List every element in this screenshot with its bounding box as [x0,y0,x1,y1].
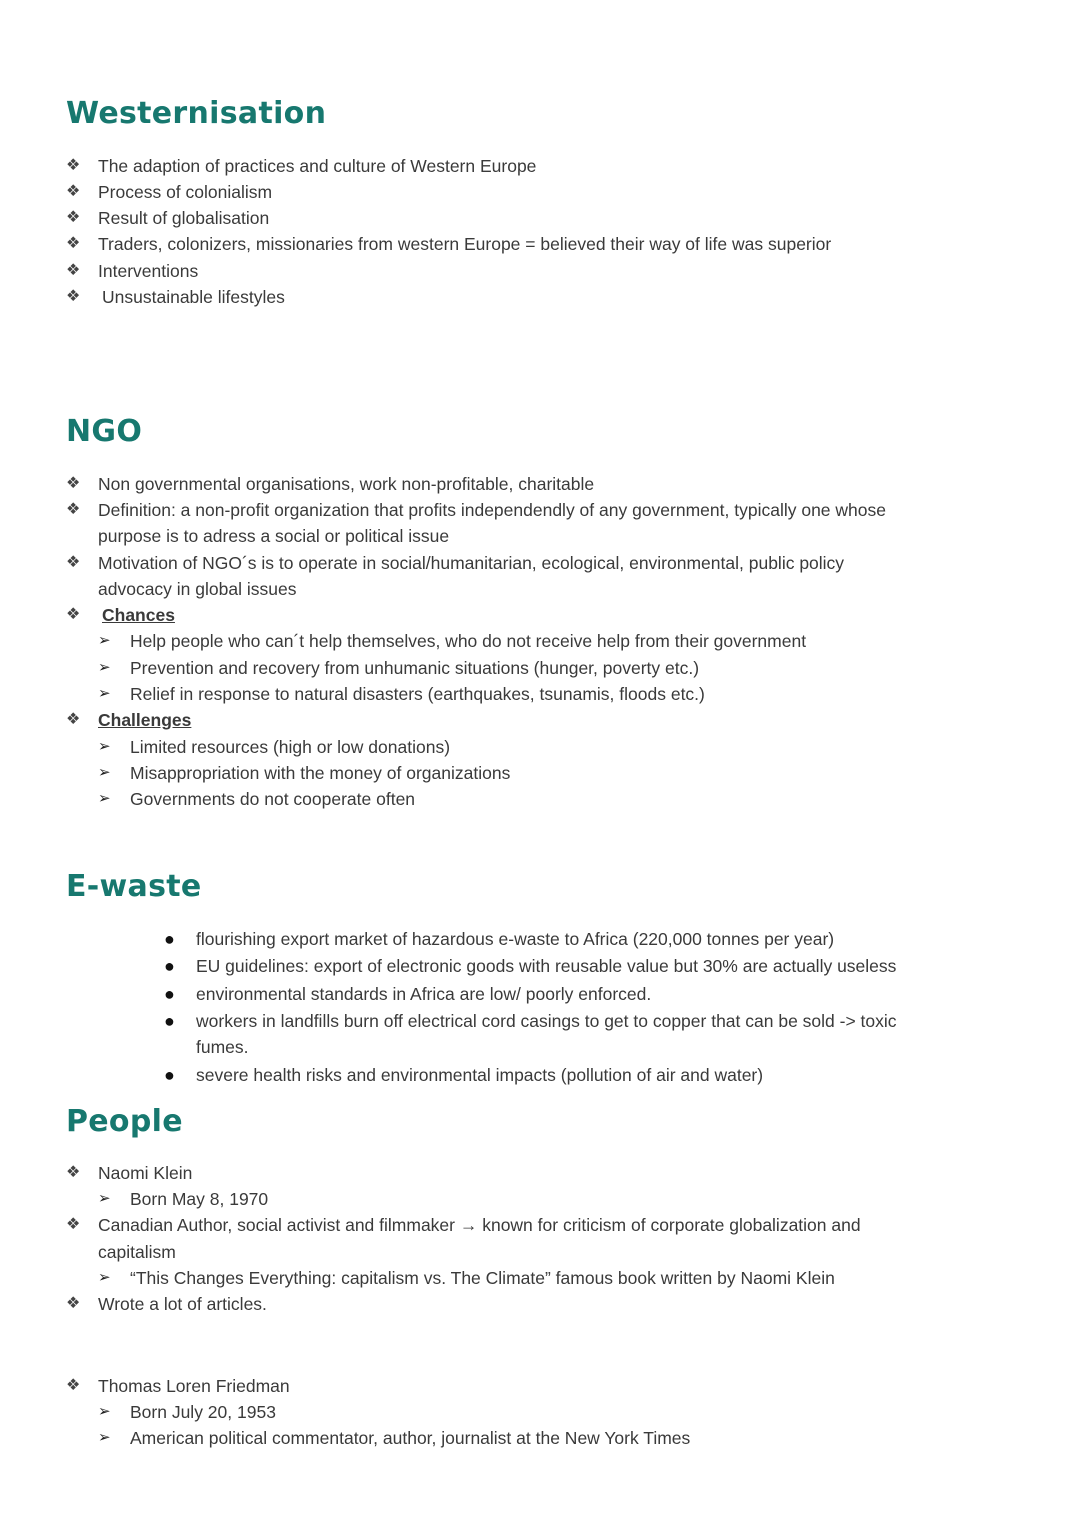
section-heading-people: People [66,1104,183,1139]
list-item: Limited resources (high or low donations) [130,737,451,757]
diamond-bullet-icon: ❖ [66,209,81,226]
diamond-bullet-icon: ❖ [66,1295,81,1312]
list-item-continuation: advocacy in global issues [98,579,297,599]
arrow-bullet-icon: ➢ [98,738,111,755]
list-item-continuation: fumes. [196,1037,249,1057]
list-item: Interventions [98,261,199,281]
list-item: Traders, colonizers, missionaries from western Europe = believed their way of life was superior [98,234,832,254]
diamond-bullet-icon: ❖ [66,475,81,492]
diamond-bullet-icon: ❖ [66,606,81,623]
diamond-bullet-icon: ❖ [66,711,81,728]
person-name: Thomas Loren Friedman [98,1376,290,1396]
list-item: Unsustainable lifestyles [102,287,285,307]
diamond-bullet-icon: ❖ [66,157,81,174]
subheading-challenges: Challenges [98,710,192,730]
arrow-bullet-icon: ➢ [98,659,111,676]
arrow-bullet-icon: ➢ [98,790,111,807]
arrow-bullet-icon: ➢ [98,1429,111,1446]
list-item: Canadian Author, social activist and filmmaker → known for criticism of corporate globalization and [98,1215,861,1235]
diamond-bullet-icon: ❖ [66,183,81,200]
diamond-bullet-icon: ❖ [66,1377,81,1394]
arrow-bullet-icon: ➢ [98,632,111,649]
subheading-chances: Chances [102,605,175,625]
arrow-bullet-icon: ➢ [98,1403,111,1420]
dot-bullet-icon: ● [164,956,175,976]
list-item: The adaption of practices and culture of Western Europe [98,156,537,176]
list-item-continuation: purpose is to adress a social or political issue [98,526,450,546]
section-heading-westernisation: Westernisation [66,96,327,131]
dot-bullet-icon: ● [164,1065,175,1085]
list-item: flourishing export market of hazardous e-waste to Africa (220,000 tonnes per year) [196,929,835,949]
list-item-continuation: capitalism [98,1242,176,1262]
list-item: environmental standards in Africa are low/ poorly enforced. [196,984,652,1004]
diamond-bullet-icon: ❖ [66,554,81,571]
dot-bullet-icon: ● [164,929,175,949]
dot-bullet-icon: ● [164,1011,175,1031]
list-item: “This Changes Everything: capitalism vs. The Climate” famous book written by Naomi Klein [130,1268,835,1288]
list-item: Wrote a lot of articles. [98,1294,267,1314]
list-item: Prevention and recovery from unhumanic situations (hunger, poverty etc.) [130,658,700,678]
arrow-bullet-icon: ➢ [98,1190,111,1207]
list-item: Misappropriation with the money of organizations [130,763,511,783]
list-item: Born May 8, 1970 [130,1189,269,1209]
arrow-bullet-icon: ➢ [98,1269,111,1286]
list-item: EU guidelines: export of electronic goods with reusable value but 30% are actually useless [196,956,897,976]
list-item: workers in landfills burn off electrical cord casings to get to copper that can be sold -> toxic [196,1011,897,1031]
diamond-bullet-icon: ❖ [66,501,81,518]
diamond-bullet-icon: ❖ [66,1164,81,1181]
list-item: severe health risks and environmental impacts (pollution of air and water) [196,1065,764,1085]
section-heading-ngo: NGO [66,414,143,449]
list-item: Process of colonialism [98,182,273,202]
list-item: Governments do not cooperate often [130,789,416,809]
diamond-bullet-icon: ❖ [66,1216,81,1233]
list-item: Born July 20, 1953 [130,1402,276,1422]
list-item: Help people who can´t help themselves, who do not receive help from their government [130,631,807,651]
list-item: Result of globalisation [98,208,270,228]
diamond-bullet-icon: ❖ [66,288,81,305]
section-heading-ewaste: E-waste [66,869,202,904]
arrow-bullet-icon: ➢ [98,764,111,781]
list-item: Motivation of NGO´s is to operate in social/humanitarian, ecological, environmental, public policy [98,553,845,573]
diamond-bullet-icon: ❖ [66,235,81,252]
list-item: Non governmental organisations, work non-profitable, charitable [98,474,595,494]
arrow-bullet-icon: ➢ [98,685,111,702]
list-item: American political commentator, author, journalist at the New York Times [130,1428,691,1448]
person-name: Naomi Klein [98,1163,193,1183]
list-item: Relief in response to natural disasters (earthquakes, tsunamis, floods etc.) [130,684,705,704]
dot-bullet-icon: ● [164,984,175,1004]
diamond-bullet-icon: ❖ [66,262,81,279]
list-item: Definition: a non-profit organization that profits independendly of any government, typically one whose [98,500,886,520]
